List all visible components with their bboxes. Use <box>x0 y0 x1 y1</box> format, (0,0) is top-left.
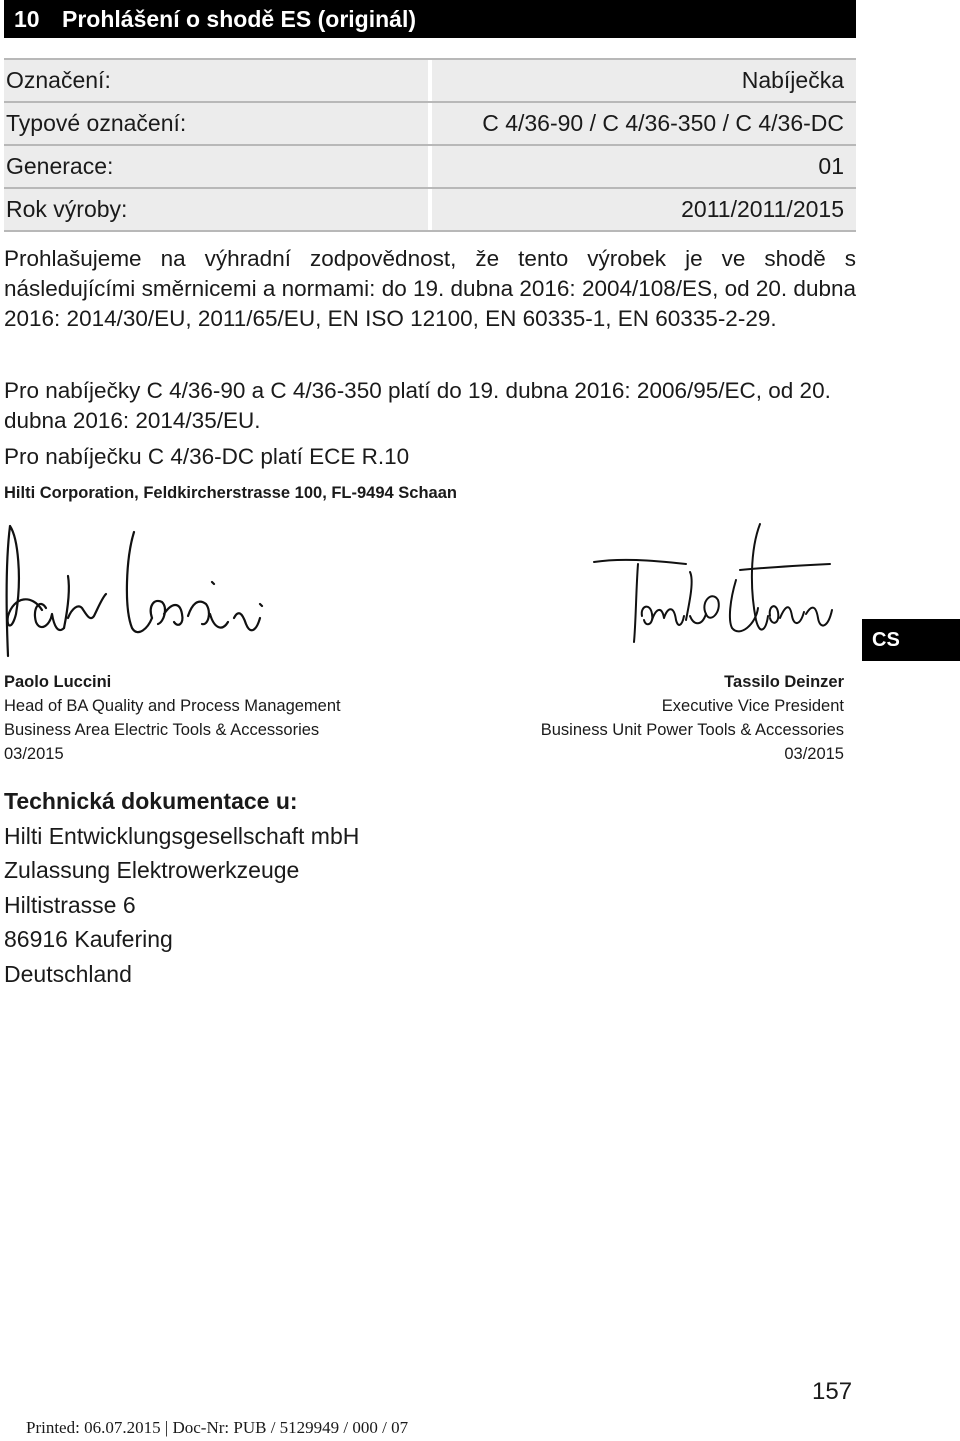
spec-value: Nabíječka <box>741 67 844 93</box>
techdoc-line: Zulassung Elektrowerkzeuge <box>4 857 300 883</box>
spec-value: 01 <box>818 153 844 179</box>
spec-label: Rok výroby: <box>6 196 128 222</box>
dc-charger-paragraph: Pro nabíječku C 4/36-DC platí ECE R.10 <box>4 444 410 469</box>
print-footer: Printed: 06.07.2015 | Doc-Nr: PUB / 5129949 / 000 / 07 <box>26 1418 409 1437</box>
spec-label: Generace: <box>6 153 114 179</box>
spec-table <box>4 58 856 232</box>
declaration-paragraph: Prohlašujeme na výhradní zodpovědnost, že tento výrobek je ve shodě s následujícími směrnicemi a normami: do 19. dubna 2016: 2004/108/ES, od 20. dubna 2016: 2014/30/EU, 2011/65/EU, EN ISO 12100, EN 60335-1, EN 60335-2-29. <box>4 246 856 331</box>
signer-block <box>541 670 844 766</box>
techdoc-line: Hilti Entwicklungsgesellschaft mbH <box>4 822 360 849</box>
signer-name: Paolo Luccini <box>4 673 112 691</box>
spec-row-type <box>4 101 856 144</box>
spec-row-designation <box>4 58 856 101</box>
signer-title: Head of BA Quality and Process Management <box>4 697 341 715</box>
page-number: 157 <box>812 1378 853 1405</box>
section-number: 10 <box>14 5 40 32</box>
signer-unit: Business Unit Power Tools & Accessories <box>540 721 844 739</box>
chargers-directive-paragraph: Pro nabíječky C 4/36-90 a C 4/36-350 platí do 19. dubna 2016: 2006/95/EC, od 20. dubna 2016: 2014/35/EU. <box>4 378 831 433</box>
spec-value: 2011/2011/2015 <box>681 196 844 222</box>
signature-deinzer <box>590 520 850 650</box>
signer-date: 03/2015 <box>784 745 844 763</box>
section-header <box>4 0 856 38</box>
language-tab: CS <box>862 619 960 661</box>
spec-row-generation <box>4 144 856 187</box>
signature-luccini <box>2 518 272 663</box>
spec-label: Označení: <box>6 67 111 93</box>
section-title: Prohlášení o shodě ES (originál) <box>62 5 416 32</box>
techdoc-line: 86916 Kaufering <box>4 926 173 952</box>
signer-unit: Business Area Electric Tools & Accessories <box>4 721 320 739</box>
techdoc-title: Technická dokumentace u: <box>4 788 298 814</box>
signer-title: Executive Vice President <box>661 697 844 715</box>
techdoc-line: Deutschland <box>4 960 132 987</box>
signer-date: 03/2015 <box>4 745 64 763</box>
signer-name: Tassilo Deinzer <box>724 673 844 691</box>
spec-label: Typové označení: <box>6 110 187 136</box>
company-address: Hilti Corporation, Feldkircherstrasse 100, FL-9494 Schaan <box>4 484 457 502</box>
techdoc-line: Hiltistrasse 6 <box>4 891 136 918</box>
technical-documentation <box>4 784 359 991</box>
spec-row-year <box>4 187 856 232</box>
spec-value: C 4/36-90 / C 4/36-350 / C 4/36-DC <box>482 110 844 136</box>
signer-block <box>4 670 341 766</box>
